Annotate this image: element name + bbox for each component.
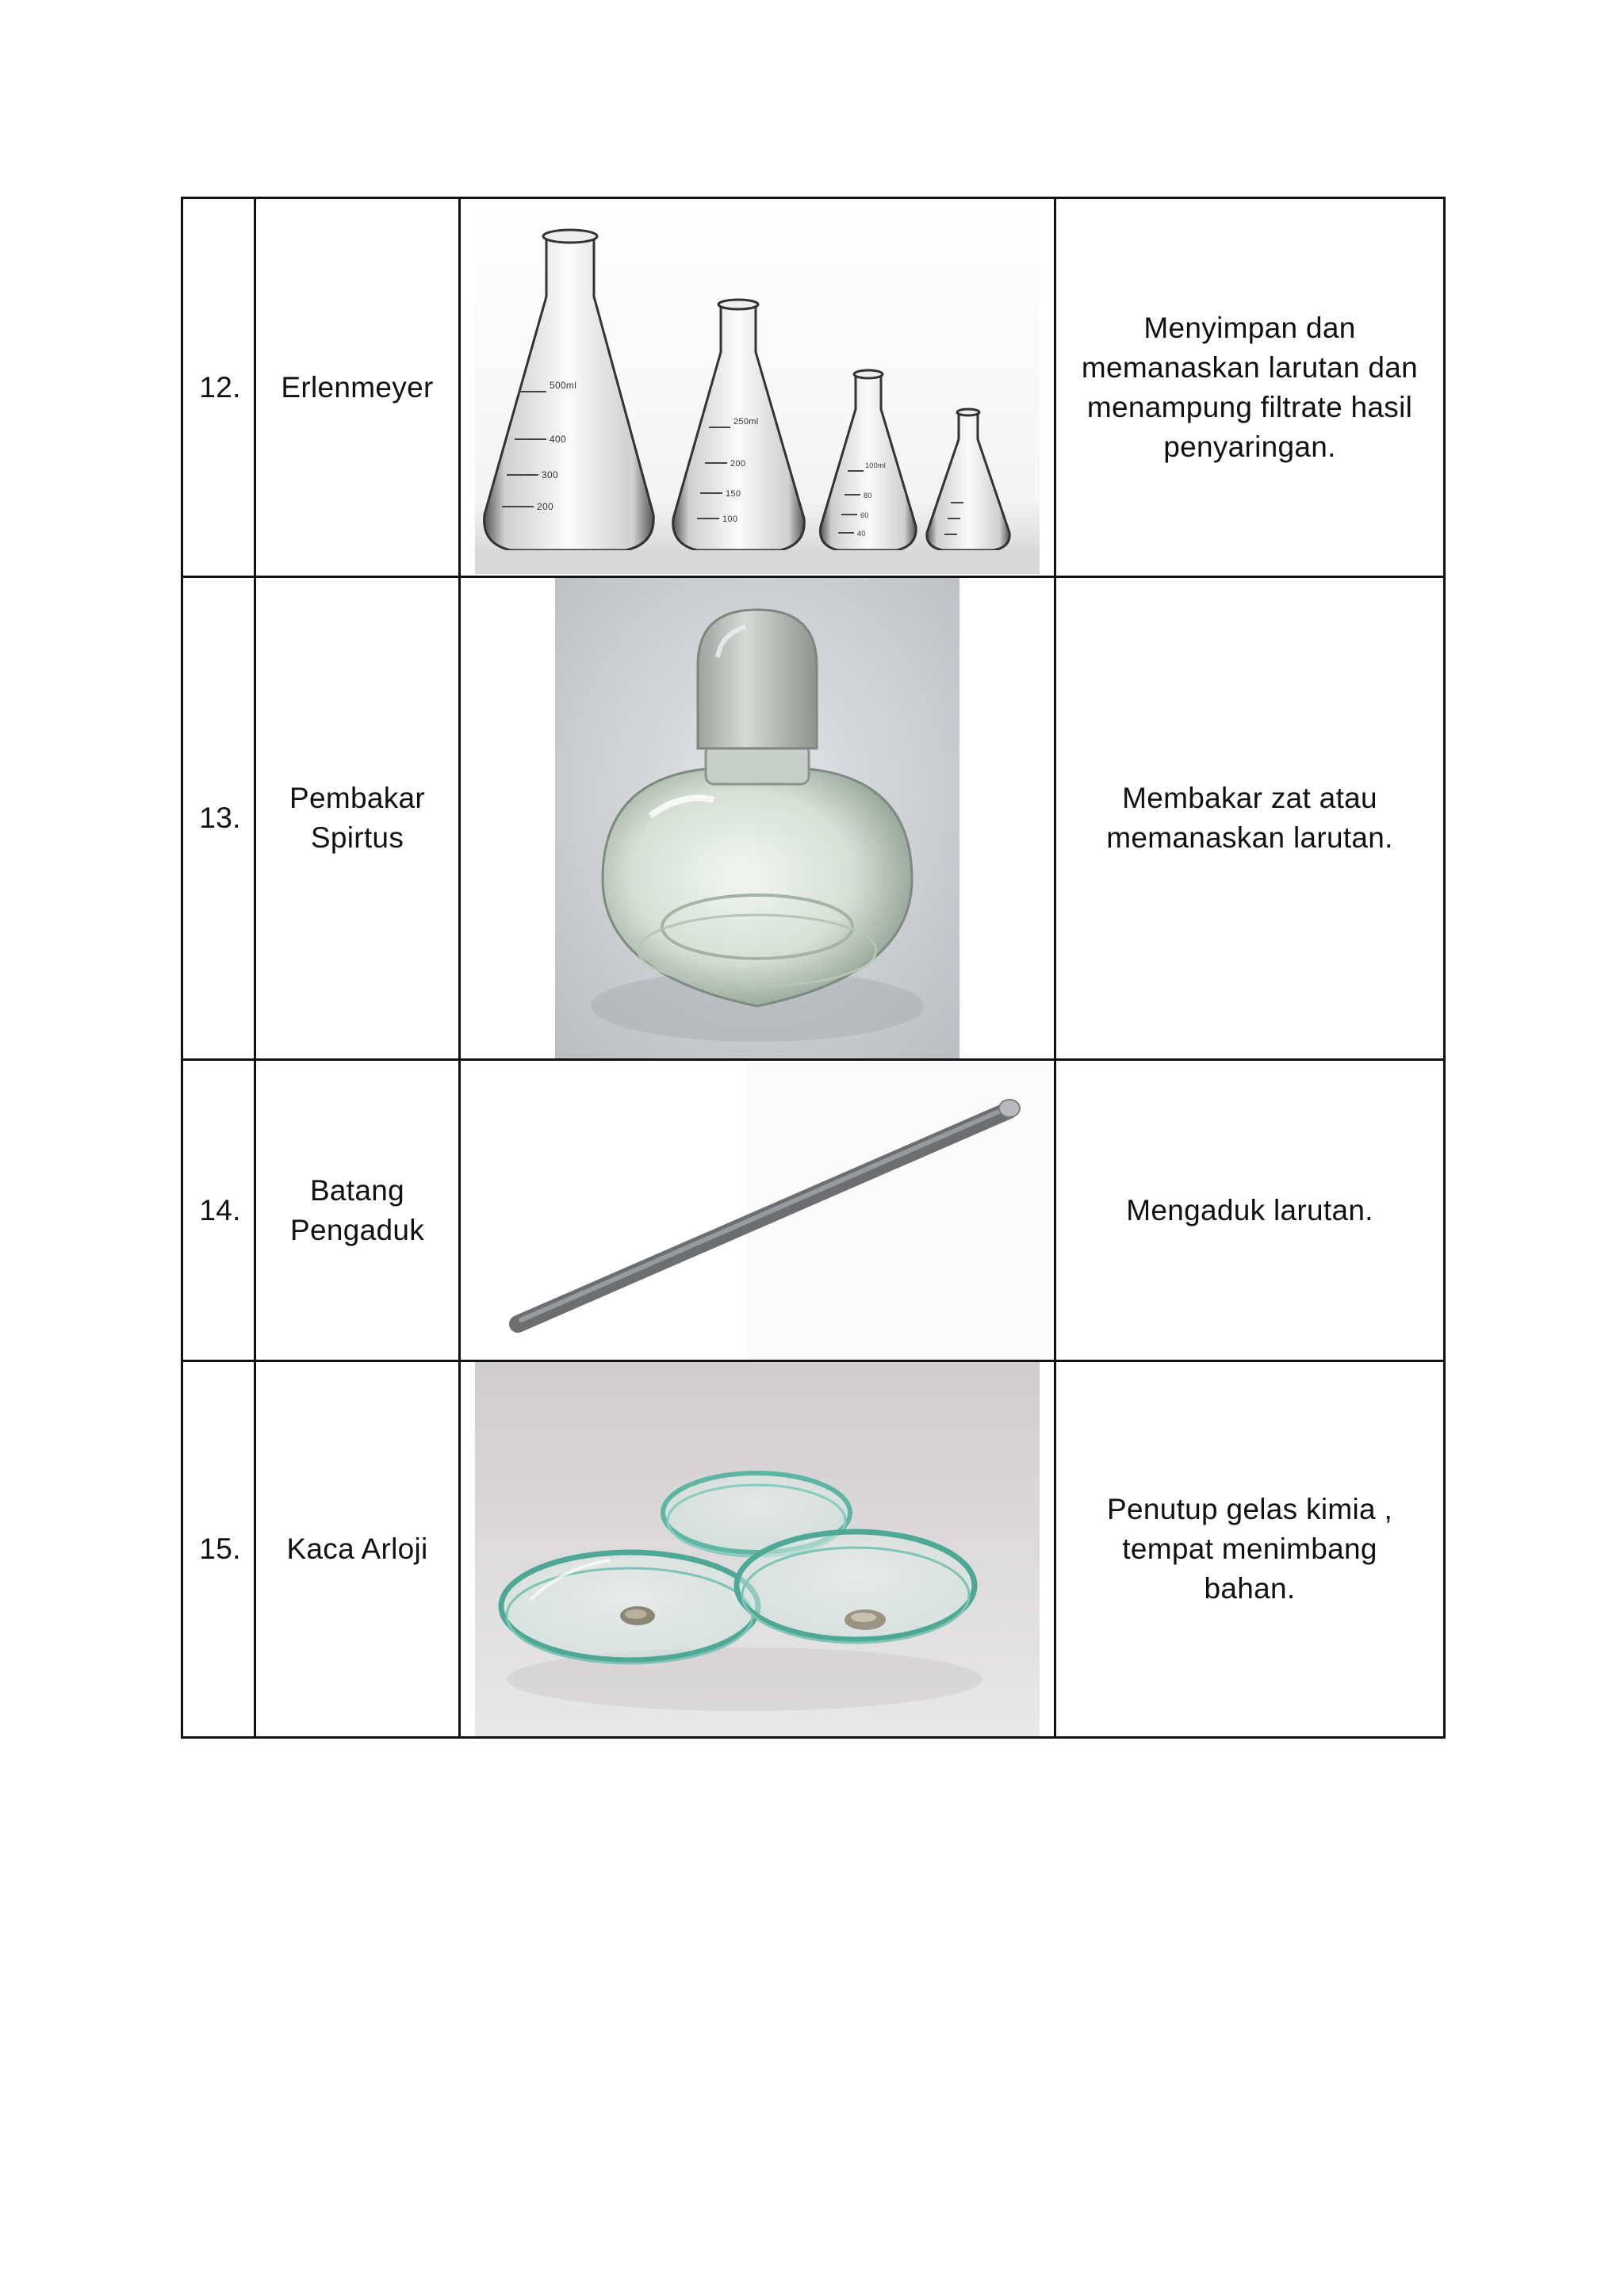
equipment-description: Membakar zat atau memanaskan larutan. — [1055, 577, 1445, 1060]
equipment-image-cell — [460, 1060, 1055, 1361]
equipment-name: Kaca Arloji — [255, 1361, 460, 1738]
watch-glass-left — [501, 1552, 758, 1663]
row-number: 12. — [182, 198, 255, 577]
table-row — [182, 1060, 1445, 1361]
flask-label: 150 — [726, 488, 741, 499]
equipment-image-cell — [460, 1361, 1055, 1738]
row-number: 15. — [182, 1361, 255, 1738]
flask-label: 40 — [857, 529, 866, 538]
flask-label: 400 — [550, 433, 566, 445]
flask-label: 100ml — [865, 461, 887, 469]
flask-label: 300 — [542, 469, 558, 480]
flask-label: 100 — [722, 514, 738, 524]
flask-label: 80 — [864, 491, 872, 499]
table-row — [182, 1361, 1445, 1738]
flask-label: 250ml — [733, 416, 759, 427]
erlenmeyer-flasks-image — [475, 201, 1040, 574]
equipment-description: Menyimpan dan memanaskan larutan dan menampung filtrate hasil penyaringan. — [1055, 198, 1445, 577]
table-row — [182, 198, 1445, 577]
table-row — [182, 577, 1445, 1060]
equipment-image-cell — [460, 577, 1055, 1060]
flask-label: 200 — [537, 500, 553, 512]
equipment-table — [181, 197, 1446, 1739]
equipment-description: Penutup gelas kimia , tempat menimbang bahan. — [1055, 1361, 1445, 1738]
row-number: 13. — [182, 577, 255, 1060]
flask-label: 60 — [860, 511, 869, 519]
watch-glass-right — [737, 1532, 975, 1643]
flask-label: 200 — [730, 458, 746, 469]
equipment-description: Mengaduk larutan. — [1055, 1060, 1445, 1361]
row-number: 14. — [182, 1060, 255, 1361]
equipment-name: Pembakar Spirtus — [255, 577, 460, 1060]
spirit-lamp-image — [555, 578, 959, 1058]
equipment-name: Batang Pengaduk — [255, 1060, 460, 1361]
stirring-rod-image — [462, 1062, 1053, 1359]
flask-label: 500ml — [550, 379, 577, 391]
watch-glasses-image — [475, 1362, 1040, 1736]
equipment-name: Erlenmeyer — [255, 198, 460, 577]
equipment-image-cell — [460, 198, 1055, 577]
